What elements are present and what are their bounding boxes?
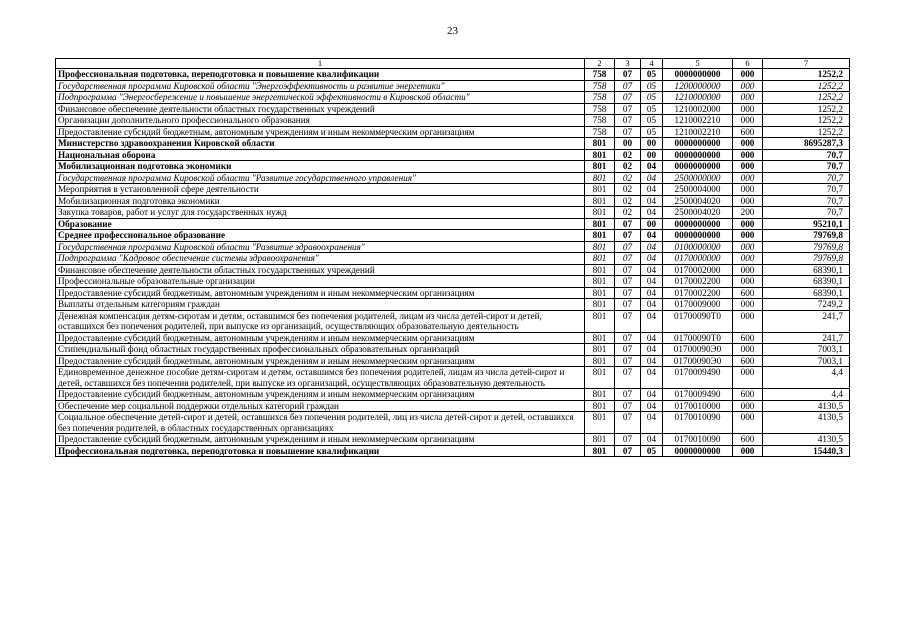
table-row: [56, 367, 850, 389]
cell-amount: 68390,1: [763, 264, 850, 276]
cell-amount: 7003,1: [763, 355, 850, 367]
cell-code-3: 07: [615, 434, 641, 446]
cell-code-2: 801: [585, 241, 615, 253]
table-row: [56, 389, 850, 401]
table-row: [56, 103, 850, 115]
cell-code-4: 04: [641, 161, 663, 173]
cell-code-4: 05: [641, 103, 663, 115]
cell-code-4: 05: [641, 126, 663, 138]
cell-code-5: 1210002000: [663, 103, 733, 115]
cell-name: Образование: [56, 218, 585, 230]
cell-code-2: 801: [585, 412, 615, 434]
cell-code-4: 04: [641, 230, 663, 242]
cell-code-5: 2500004020: [663, 195, 733, 207]
cell-code-4: 04: [641, 195, 663, 207]
cell-code-2: 758: [585, 69, 615, 81]
column-header: 6: [733, 59, 763, 69]
column-header: 7: [763, 59, 850, 69]
cell-code-2: 801: [585, 287, 615, 299]
cell-code-6: 000: [733, 445, 763, 457]
cell-code-3: 02: [615, 184, 641, 196]
cell-code-5: 0000000000: [663, 138, 733, 150]
cell-code-4: 04: [641, 264, 663, 276]
cell-amount: 4130,5: [763, 400, 850, 412]
cell-name: Государственная программа Кировской области "Развитие здравоохранения": [56, 241, 585, 253]
cell-code-5: 0170009490: [663, 389, 733, 401]
cell-amount: 15440,3: [763, 445, 850, 457]
column-header: 4: [641, 59, 663, 69]
cell-code-3: 07: [615, 264, 641, 276]
cell-code-2: 758: [585, 115, 615, 127]
cell-code-2: 758: [585, 80, 615, 92]
column-header: 5: [663, 59, 733, 69]
table-row: [56, 344, 850, 356]
table-body: [56, 69, 850, 457]
cell-name: Министерство здравоохранения Кировской области: [56, 138, 585, 150]
cell-name: Предоставление субсидий бюджетным, автономным учреждениям и иным некоммерческим организациям: [56, 389, 585, 401]
cell-code-3: 07: [615, 310, 641, 332]
cell-code-3: 07: [615, 367, 641, 389]
table-row: [56, 161, 850, 173]
cell-code-3: 07: [615, 92, 641, 104]
cell-code-3: 07: [615, 344, 641, 356]
cell-amount: 68390,1: [763, 287, 850, 299]
cell-code-4: 04: [641, 184, 663, 196]
table-row: [56, 287, 850, 299]
table-row: [56, 310, 850, 332]
cell-amount: 7249,2: [763, 299, 850, 311]
cell-code-3: 02: [615, 195, 641, 207]
cell-name: Финансовое обеспечение деятельности областных государственных учреждений: [56, 264, 585, 276]
cell-code-6: 600: [733, 126, 763, 138]
cell-amount: 7003,1: [763, 344, 850, 356]
cell-code-4: 04: [641, 287, 663, 299]
cell-amount: 241,7: [763, 332, 850, 344]
cell-code-2: 801: [585, 332, 615, 344]
cell-code-2: 801: [585, 218, 615, 230]
cell-name: Предоставление субсидий бюджетным, автономным учреждениям и иным некоммерческим организациям: [56, 355, 585, 367]
cell-code-6: 000: [733, 230, 763, 242]
cell-name: Мобилизационная подготовка экономики: [56, 195, 585, 207]
column-header: 2: [585, 59, 615, 69]
cell-code-5: 0000000000: [663, 161, 733, 173]
cell-amount: 70,7: [763, 161, 850, 173]
cell-code-2: 801: [585, 310, 615, 332]
cell-code-3: 07: [615, 218, 641, 230]
cell-code-3: 07: [615, 287, 641, 299]
cell-code-2: 801: [585, 172, 615, 184]
cell-code-3: 02: [615, 149, 641, 161]
cell-code-5: 2500004000: [663, 184, 733, 196]
cell-code-6: 000: [733, 264, 763, 276]
cell-amount: 8695287,3: [763, 138, 850, 150]
cell-code-5: 1200000000: [663, 80, 733, 92]
cell-code-4: 04: [641, 434, 663, 446]
cell-code-3: 07: [615, 253, 641, 265]
column-header: 3: [615, 59, 641, 69]
cell-code-3: 07: [615, 355, 641, 367]
cell-code-3: 02: [615, 172, 641, 184]
cell-code-3: 07: [615, 400, 641, 412]
cell-code-6: 000: [733, 310, 763, 332]
cell-name: Подпрограмма "Энергосбережение и повышение энергетической эффективности в Кировской области": [56, 92, 585, 104]
cell-code-3: 07: [615, 389, 641, 401]
cell-code-6: 000: [733, 241, 763, 253]
cell-name: Стипендиальный фонд областных государственных профессиональных образовательных организаций: [56, 344, 585, 356]
cell-code-2: 758: [585, 126, 615, 138]
cell-code-6: 200: [733, 207, 763, 219]
table-row: [56, 195, 850, 207]
cell-code-6: 000: [733, 218, 763, 230]
cell-name: Единовременное денежное пособие детям-сиротам и детям, оставшимся без попечения родителей, лицам из числа детей-сирот и детей, оставшихся без попечения родителей, при выпуске из организаций, осуществляющих образовательную деятельность: [56, 367, 585, 389]
table-row: [56, 400, 850, 412]
cell-amount: 79769,8: [763, 241, 850, 253]
cell-code-6: 600: [733, 389, 763, 401]
table-row: [56, 299, 850, 311]
cell-code-2: 801: [585, 355, 615, 367]
cell-name: Организации дополнительного профессионального образования: [56, 115, 585, 127]
table-row: [56, 92, 850, 104]
table-row: [56, 207, 850, 219]
table-row: [56, 172, 850, 184]
cell-code-6: 000: [733, 412, 763, 434]
cell-code-4: 00: [641, 138, 663, 150]
page-number: 23: [447, 25, 458, 37]
cell-amount: 70,7: [763, 195, 850, 207]
cell-code-6: 000: [733, 400, 763, 412]
cell-code-3: 07: [615, 412, 641, 434]
cell-amount: 95210,1: [763, 218, 850, 230]
cell-code-4: 04: [641, 253, 663, 265]
cell-amount: 1252,2: [763, 103, 850, 115]
cell-code-5: 2500004020: [663, 207, 733, 219]
cell-code-6: 000: [733, 299, 763, 311]
cell-code-4: 00: [641, 218, 663, 230]
cell-code-2: 801: [585, 195, 615, 207]
table-row: [56, 149, 850, 161]
cell-name: Мероприятия в установленной сфере деятельности: [56, 184, 585, 196]
cell-code-4: 00: [641, 149, 663, 161]
cell-name: Профессиональные образовательные организации: [56, 276, 585, 288]
cell-code-6: 000: [733, 184, 763, 196]
cell-amount: 1252,2: [763, 92, 850, 104]
cell-code-5: 0170002200: [663, 276, 733, 288]
cell-amount: 4,4: [763, 367, 850, 389]
cell-code-5: 0170002000: [663, 264, 733, 276]
cell-name: Профессиональная подготовка, переподготовка и повышение квалификации: [56, 69, 585, 81]
cell-code-4: 04: [641, 389, 663, 401]
cell-amount: 70,7: [763, 184, 850, 196]
cell-code-6: 600: [733, 332, 763, 344]
table-row: [56, 138, 850, 150]
cell-code-6: 000: [733, 195, 763, 207]
cell-code-6: 600: [733, 434, 763, 446]
cell-code-5: 2500000000: [663, 172, 733, 184]
cell-name: Среднее профессиональное образование: [56, 230, 585, 242]
cell-code-2: 801: [585, 184, 615, 196]
cell-code-5: 0100000000: [663, 241, 733, 253]
cell-code-2: 801: [585, 344, 615, 356]
cell-code-3: 07: [615, 230, 641, 242]
cell-code-2: 801: [585, 299, 615, 311]
cell-code-5: 01700090Э0: [663, 344, 733, 356]
cell-code-6: 000: [733, 344, 763, 356]
cell-code-4: 04: [641, 172, 663, 184]
cell-amount: 241,7: [763, 310, 850, 332]
cell-code-6: 000: [733, 253, 763, 265]
cell-name: Мобилизационная подготовка экономики: [56, 161, 585, 173]
cell-code-3: 07: [615, 115, 641, 127]
cell-amount: 79769,8: [763, 230, 850, 242]
cell-code-3: 07: [615, 241, 641, 253]
cell-amount: 70,7: [763, 172, 850, 184]
table-row: [56, 69, 850, 81]
cell-name: Закупка товаров, работ и услуг для государственных нужд: [56, 207, 585, 219]
budget-table: [55, 58, 850, 457]
cell-code-3: 02: [615, 207, 641, 219]
cell-code-4: 05: [641, 445, 663, 457]
cell-code-2: 801: [585, 207, 615, 219]
cell-code-3: 07: [615, 445, 641, 457]
cell-code-5: 0000000000: [663, 149, 733, 161]
table-row: [56, 434, 850, 446]
table-row: [56, 412, 850, 434]
cell-name: Предоставление субсидий бюджетным, автономным учреждениям и иным некоммерческим организациям: [56, 126, 585, 138]
cell-code-2: 801: [585, 445, 615, 457]
cell-name: Социальное обеспечение детей-сирот и детей, оставшихся без попечения родителей, лиц из числа детей-сирот и детей, оставшихся без попечения родителей, в областных государственных организациях: [56, 412, 585, 434]
cell-amount: 4130,5: [763, 412, 850, 434]
cell-code-4: 04: [641, 241, 663, 253]
cell-code-6: 000: [733, 103, 763, 115]
table-row: [56, 264, 850, 276]
cell-amount: 1252,2: [763, 69, 850, 81]
cell-code-5: 0000000000: [663, 218, 733, 230]
cell-code-4: 04: [641, 355, 663, 367]
cell-name: Государственная программа Кировской области "Энергоэффективность и развитие энергетики": [56, 80, 585, 92]
cell-amount: 70,7: [763, 149, 850, 161]
cell-name: Обеспечение мер социальной поддержки отдельных категорий граждан: [56, 400, 585, 412]
cell-code-6: 600: [733, 355, 763, 367]
cell-code-6: 000: [733, 161, 763, 173]
cell-code-6: 000: [733, 172, 763, 184]
cell-code-5: 1210000000: [663, 92, 733, 104]
table-row: [56, 80, 850, 92]
cell-code-3: 07: [615, 299, 641, 311]
cell-name: Предоставление субсидий бюджетным, автономным учреждениям и иным некоммерческим организациям: [56, 332, 585, 344]
cell-code-4: 04: [641, 276, 663, 288]
cell-code-2: 758: [585, 92, 615, 104]
table-row: [56, 445, 850, 457]
table-row: [56, 241, 850, 253]
cell-amount: 70,7: [763, 207, 850, 219]
cell-name: Предоставление субсидий бюджетным, автономным учреждениям и иным некоммерческим организациям: [56, 287, 585, 299]
cell-code-5: 1210002210: [663, 115, 733, 127]
cell-code-5: 0170010090: [663, 412, 733, 434]
cell-code-2: 801: [585, 149, 615, 161]
cell-code-2: 801: [585, 264, 615, 276]
cell-amount: 68390,1: [763, 276, 850, 288]
cell-name: Профессиональная подготовка, переподготовка и повышение квалификации: [56, 445, 585, 457]
cell-code-2: 801: [585, 400, 615, 412]
cell-code-3: 07: [615, 276, 641, 288]
cell-code-3: 07: [615, 332, 641, 344]
cell-code-4: 05: [641, 80, 663, 92]
table-row: [56, 253, 850, 265]
cell-code-4: 04: [641, 367, 663, 389]
cell-code-2: 758: [585, 103, 615, 115]
cell-name: Подпрограмма "Кадровое обеспечение системы здравоохранения": [56, 253, 585, 265]
cell-code-4: 04: [641, 412, 663, 434]
cell-amount: 79769,8: [763, 253, 850, 265]
cell-code-5: 01700090Т0: [663, 310, 733, 332]
cell-code-4: 05: [641, 69, 663, 81]
cell-code-6: 000: [733, 92, 763, 104]
cell-code-5: 0000000000: [663, 69, 733, 81]
cell-code-5: 1210002210: [663, 126, 733, 138]
table-row: [56, 355, 850, 367]
cell-code-5: 0170000000: [663, 253, 733, 265]
cell-code-5: 0170010090: [663, 434, 733, 446]
cell-code-2: 801: [585, 253, 615, 265]
cell-name: Государственная программа Кировской области "Развитие государственного управления": [56, 172, 585, 184]
cell-code-5: 0000000000: [663, 445, 733, 457]
cell-code-6: 000: [733, 115, 763, 127]
cell-code-2: 801: [585, 230, 615, 242]
cell-code-5: 0170002200: [663, 287, 733, 299]
cell-code-2: 801: [585, 367, 615, 389]
table-row: [56, 332, 850, 344]
cell-amount: 1252,2: [763, 80, 850, 92]
table-row: [56, 126, 850, 138]
cell-code-2: 801: [585, 276, 615, 288]
cell-code-3: 07: [615, 103, 641, 115]
cell-amount: 4,4: [763, 389, 850, 401]
table-header-row: [56, 59, 850, 69]
cell-code-2: 801: [585, 161, 615, 173]
cell-amount: 1252,2: [763, 126, 850, 138]
cell-code-3: 07: [615, 69, 641, 81]
cell-code-5: 0000000000: [663, 230, 733, 242]
table-row: [56, 218, 850, 230]
cell-code-2: 801: [585, 138, 615, 150]
table-row: [56, 230, 850, 242]
table-row: [56, 115, 850, 127]
cell-code-4: 04: [641, 332, 663, 344]
cell-code-4: 04: [641, 207, 663, 219]
cell-code-2: 801: [585, 434, 615, 446]
cell-code-4: 04: [641, 344, 663, 356]
cell-code-5: 0170009490: [663, 367, 733, 389]
cell-name: Национальная оборона: [56, 149, 585, 161]
cell-code-3: 00: [615, 138, 641, 150]
cell-code-4: 04: [641, 310, 663, 332]
cell-code-2: 801: [585, 389, 615, 401]
cell-code-4: 04: [641, 400, 663, 412]
cell-name: Выплаты отдельным категориям граждан: [56, 299, 585, 311]
cell-name: Денежная компенсация детям-сиротам и детям, оставшимся без попечения родителей, лицам из числа детей-сирот и детей, оставшихся без попечения родителей, при выпуске из организаций, осуществляющих образовательную деятельность: [56, 310, 585, 332]
cell-code-6: 000: [733, 80, 763, 92]
cell-code-6: 000: [733, 69, 763, 81]
column-header: 1: [56, 59, 585, 69]
cell-code-3: 02: [615, 161, 641, 173]
table-row: [56, 276, 850, 288]
cell-code-5: 0170010000: [663, 400, 733, 412]
cell-code-5: 0170009000: [663, 299, 733, 311]
cell-amount: 4130,5: [763, 434, 850, 446]
cell-code-6: 000: [733, 367, 763, 389]
cell-name: Финансовое обеспечение деятельности областных государственных учреждений: [56, 103, 585, 115]
cell-code-6: 000: [733, 149, 763, 161]
cell-code-6: 000: [733, 276, 763, 288]
cell-amount: 1252,2: [763, 115, 850, 127]
cell-code-4: 05: [641, 92, 663, 104]
cell-code-5: 01700090Э0: [663, 355, 733, 367]
cell-name: Предоставление субсидий бюджетным, автономным учреждениям и иным некоммерческим организациям: [56, 434, 585, 446]
cell-code-5: 01700090Т0: [663, 332, 733, 344]
cell-code-3: 07: [615, 126, 641, 138]
cell-code-4: 05: [641, 115, 663, 127]
cell-code-3: 07: [615, 80, 641, 92]
table-row: [56, 184, 850, 196]
cell-code-6: 600: [733, 287, 763, 299]
cell-code-4: 04: [641, 299, 663, 311]
cell-code-6: 000: [733, 138, 763, 150]
